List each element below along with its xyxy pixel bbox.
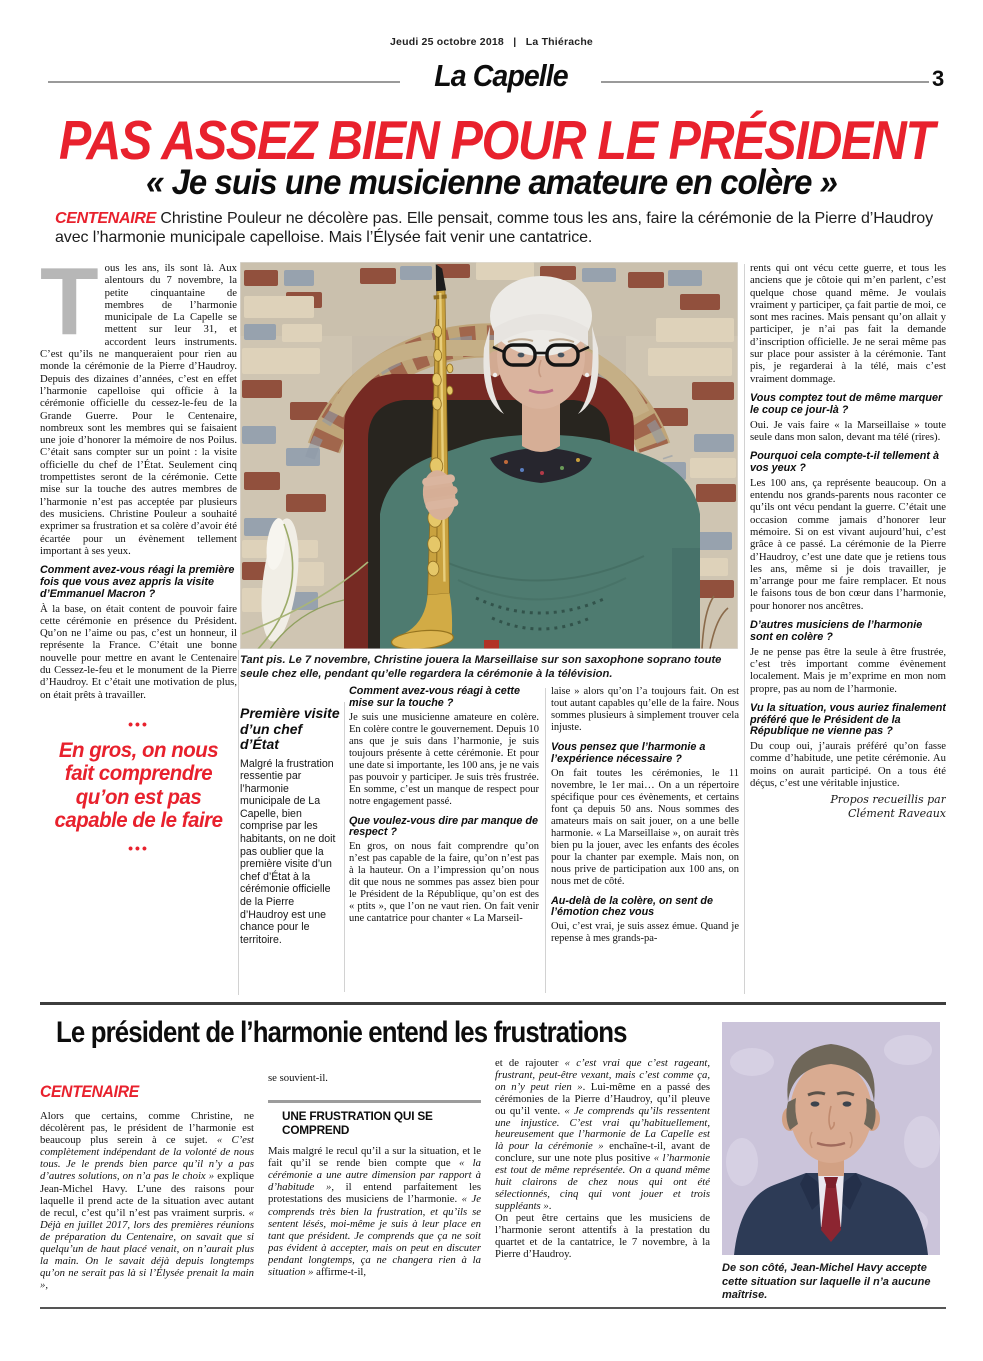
face (790, 1061, 872, 1163)
second-col2-text: Mais malgré le recul qu’il a sur la situation, et le fait qu’il se rende bien compte que « la cérémonie a une autre dimension par rapport à d’habitude », il entend parfaitement les protestations des musiciens de l’harmonie. « Je comprends très bien la frustration, et qu’ils se sentent lésés, moi-même je suis à leur place en tant que président. Je comprends que ça ne soit pas évident à accepter, mais on peut en discuter pendant longtemps, ça ne changera rien à la situation » affirme-t-il, (268, 1145, 481, 1279)
question-macron: Comment avez-vous réagi la première fois que vous avez appris la visite d’Emmanuel Macron ? (40, 564, 235, 600)
byline-line2: Clément Raveaux (847, 806, 946, 820)
second-col3-last: On peut être certains que les musiciens de l’harmonie seront attentifs à la prestation du quartet et de la cantatrice, le 7 novembre, à la Pierre d’Haudroy. (495, 1211, 710, 1260)
sidebar-title: Première visite d’un chef d’État (240, 706, 340, 752)
answer-respect-continued: laise » alors qu’on l’a toujours fait. On est tout autant capables qu’elle de la faire. Nous sommes plusieurs à simplement trouver cela injuste. (551, 686, 739, 733)
question-autres: D’autres musiciens de l’harmonie sont en colère ? (750, 619, 923, 643)
answer-touche: Je suis une musicienne amateure en colère. En colère contre le gouvernement. Depuis 10 ans que je suis dans l’harmonie, je suis toujours présente à cette cérémonie. Et pour une date si importante, les 100 ans, je ne vais pas pouvoir y participer. Je suis très frustrée. En somme, c’est un manque de respect pour notre engagement passé. (349, 711, 539, 807)
answer-jour: Oui. Je vais faire « la Marseillaise » toute seule dans mon salon, devant ma télé (rires). (750, 418, 946, 443)
second-column-1 (40, 1110, 254, 1306)
sidebar-box (240, 706, 340, 994)
second-col3-text: et de rajouter « c’est vrai que c’est rageant, frustrant, peut-être vexant, mais c’est comme ça, on n’y peut rien ». Lui-même en a passé des cérémonies de la Pierre d’Haudroy, qu’il pleuve ou qu’il vente. « Je comprends qu’ils ressentent une injustice. C’est vrai qu’habituellement, heureusement que l’harmonie de La Capelle est là pour la cérémonie » enchaîne-t-il, avant de conclure, sur une note plus positive « l’harmonie est tout de même représentée. On a quand même huit clairons de chez nous qui ont été sélectionnés, cinq qui vont jouer et trois suppléants ». (495, 1058, 710, 1212)
answer-emotion: Oui, c’est vrai, je suis assez émue. Quand je repense à mes grands-pa- (551, 921, 739, 945)
column-rule-3 (545, 688, 546, 993)
portrait-illustration (722, 1022, 940, 1255)
main-photo (240, 262, 738, 649)
lead-paragraph (55, 209, 933, 247)
masthead-dateline (0, 36, 983, 48)
main-photo-caption: Tant pis. Le 7 novembre, Christine jouera la Marseillaise sur son saxophone soprano toute seule chez elle, pendant qu’elle regardera la cérémonie à la télévision. (240, 654, 722, 680)
masthead-date: Jeudi 25 octobre 2018 (390, 36, 504, 48)
main-headline: PAS ASSEZ BIEN POUR LE PRÉSIDENT (58, 109, 934, 171)
pull-quote (40, 717, 237, 855)
question-touche: Comment avez-vous réagi à cette mise sur la touche ? (349, 686, 521, 709)
second-subhead: UNE FRUSTRATION QUI SE COMPREND (268, 1100, 481, 1137)
section-title: La Capelle (434, 58, 568, 93)
page-number: 3 (932, 66, 945, 91)
second-column-3 (495, 1058, 710, 1306)
answer-preference: Du coup oui, j’aurais préféré qu’on fasse comme d’habitude, une petite cérémonie. Au moins on aurait participé. On a tous été déçus, c’est une véritable injustice. (750, 740, 946, 790)
header-rule-left (48, 81, 400, 83)
article-column-2 (349, 686, 539, 996)
lead-text: Christine Pouleur ne décolère pas. Elle pensait, comme tous les ans, faire la cérémonie de la Pierre d’Haudroy avec l’harmonie municipale capelloise. Mais l’Élysée fait venir une cantatrice. (55, 210, 933, 246)
answer-macron: À la base, on était content de pouvoir faire cette cérémonie en présence du Président. Qu’on ne l’aime ou pas, c’est un honneur, il représente la France. C’était une bonne nouvelle pour mettre en avant le Centenaire du Cessez-le-feu et le monument de la Pierre d’Haudroy. Et c’était une motivation de plus, on était prêts à travailler. (40, 602, 237, 701)
answer-pourquoi: Les 100 ans, ça représente beaucoup. On a entendu nos grands-parents nous raconter ce qu’ils ont vécu pendant la guerre. C’était une occasion comme jamais d’honorer leur mémoire. Si on est vivant aujourd’hui, c’est grâce à ce passé. La cérémonie de la Pierre d’Haudroy, c’est une date que je retiens tous les ans, même si je dois travailler, je m’arrange pour me faire remplacer. Et nous le faisons tous de bon cœur dans l’harmonie, pour honorer nos ancêtres. (750, 476, 946, 612)
masthead-divider: | (513, 36, 517, 48)
answer-autres: Je ne pense pas être la seule à être frustrée, c’est très important comme évènement localement. Mais je m’exprime en mon nom propre, pas au nom de l’harmonie. (750, 645, 946, 695)
article-column-3 (551, 686, 739, 996)
main-subheadline: « Je suis une musicienne amateure en colère » (146, 163, 837, 202)
question-respect: Que voulez-vous dire par manque de respect ? (349, 814, 538, 839)
portrait-caption: De son côté, Jean-Michel Havy accepte cette situation sur laquelle il n’a aucune maîtrise. (722, 1262, 931, 1301)
second-col2-intro: se souvient-il. (268, 1072, 328, 1084)
question-emotion: Au-delà de la colère, on sent de l’émotion chez vous (551, 894, 713, 919)
question-jour: Vous comptez tout de même marquer le coup ce jour-là ? (750, 391, 943, 416)
main-photo-illustration (240, 262, 738, 649)
kicker-label: CENTENAIRE (55, 210, 157, 227)
column-rule-2 (344, 702, 345, 992)
pull-quote-text: En gros, on nous fait comprendre qu’on est pas capable de le faire (54, 737, 223, 833)
article-divider (40, 1002, 946, 1005)
answer-emotion-continued: rents qui ont vécu cette guerre, et tous les anciens que je côtoie qui m’en parlent, c’est quelque chose quand même. Je voulais vraiment y participer, ça fait partie de moi, ce sont mes racines. Mais pensant qu’on allait y participer, je n’ai pas fait la demande d’inscription officielle. Je ne serai même pas sur place pour assister à la cérémonie. Tant pis, je regarderai à la télé, mais c’est vraiment dommage. (750, 262, 946, 385)
article-column-1 (40, 262, 237, 995)
byline (750, 793, 946, 820)
article-column-4 (750, 262, 946, 995)
pull-quote-dots-bottom: ••• (128, 839, 149, 856)
answer-experience: On fait toutes les cérémonies, le 11 novembre, le 1er mai… On a un répertoire spécifique pour ces évènements, et certains font ça depuis 50 ans. Nous sommes des amateurs mais on sait jouer, on a une belle harmonie. « La Marseillaise », on aurait très bien pu la jouer, avec les enfants des écoles pour la chanter par exemple. Mais non, on nous prive de participation aux 100 ans, on nous met de côté. (551, 767, 739, 887)
second-headline: Le président de l’harmonie entend les frustrations (56, 1016, 627, 1049)
column-rule-1 (238, 650, 239, 995)
answer-respect: En gros, on nous fait comprendre qu’on n’est pas capable de la faire, qu’on n’est pas à la hauteur. On a l’impression qu’on nous dit que nous ne sommes pas assez bien pour le Président de la République, qu’on est des « ptits », que l’on ne vaut rien. On fait venir une cantatrice pour chanter « La Marseil- (349, 841, 539, 925)
portrait-photo (722, 1022, 940, 1255)
bottom-rule (40, 1307, 946, 1309)
question-preference: Vu la situation, vous auriez finalement préféré que le Président de la République ne vienne pas ? (750, 701, 946, 738)
second-kicker: CENTENAIRE (40, 1082, 139, 1101)
second-col1-text: Alors que certains, comme Christine, ne décolèrent pas, le président de l’harmonie est beaucoup plus serein à ce sujet. « C’est complètement indépendant de la volonté de nous tous. Je le prends bien parce qu’il n’y a pas d’autres solutions, on n’a pas le choix » explique Jean-Michel Havy. L’une des raisons pour laquelle il prend acte de la situation avec autant de recul, c’est qu’il n’est pas vraiment surpris. « Déjà en juillet 2017, lors des premières réunions de préparation du Centenaire, on savait que si quelqu’un de haut placé venait, on n’aurait plus la main. On le savait déjà depuis longtemps qu’on ne serait pas là si l’Élysée prenait la main », (40, 1110, 254, 1292)
masthead-edition: La Thiérache (525, 36, 593, 48)
question-pourquoi: Pourquoi cela compte-t-il tellement à vos yeux ? (750, 450, 939, 474)
column-rule-4 (744, 264, 745, 994)
header-rule-right (601, 81, 929, 83)
sidebar-body: Malgré la frustration ressentie par l’harmonie municipale de La Capelle, bien comprise par les habitants, on ne doit pas oublier que la première visite d’un chef d’État à la cérémonie officielle de la Pierre d’Haudroy est une chance pour le territoire. (240, 757, 336, 946)
second-column-2 (268, 1072, 481, 1306)
intro-paragraph: Tous les ans, ils sont là. Aux alentours du 7 novembre, la petite cinquantaine de membres de l’harmonie municipale de La Capelle se mettent sur leur 31, et accordent leurs instruments. C’est qu’ils ne manqueraient pour rien au monde la cérémonie de la Pierre d’Haudroy. Depuis des dizaines d’années, c’est en effet l’harmonie capelloise qui officie à la cérémonie officielle du cessez-le-feu de la Grande Guerre. Pour le Centenaire, nombreux sont les membres qui se faisaient une joie d’honorer la mémoire de nos Poilus. C’était sans compter sur un point : la visite officielle du chef de l’État. Seulement cinq trompettistes seront de la cérémonie. Cette mise sur la touche des autres membres de l’harmonie n’est pas acceptée par plusieurs des musiciens. Christine Pouleur a souhaité exprimer sa frustration et sa colère d’avoir été écartée pour un évènement tellement important à ses yeux. (40, 262, 237, 557)
question-experience: Vous pensez que l’harmonie a l’expérience nécessaire ? (551, 741, 706, 765)
byline-line1: Propos recueillis par (830, 793, 946, 807)
drop-cap: T (40, 262, 99, 355)
pull-quote-dots-top: ••• (128, 715, 149, 732)
